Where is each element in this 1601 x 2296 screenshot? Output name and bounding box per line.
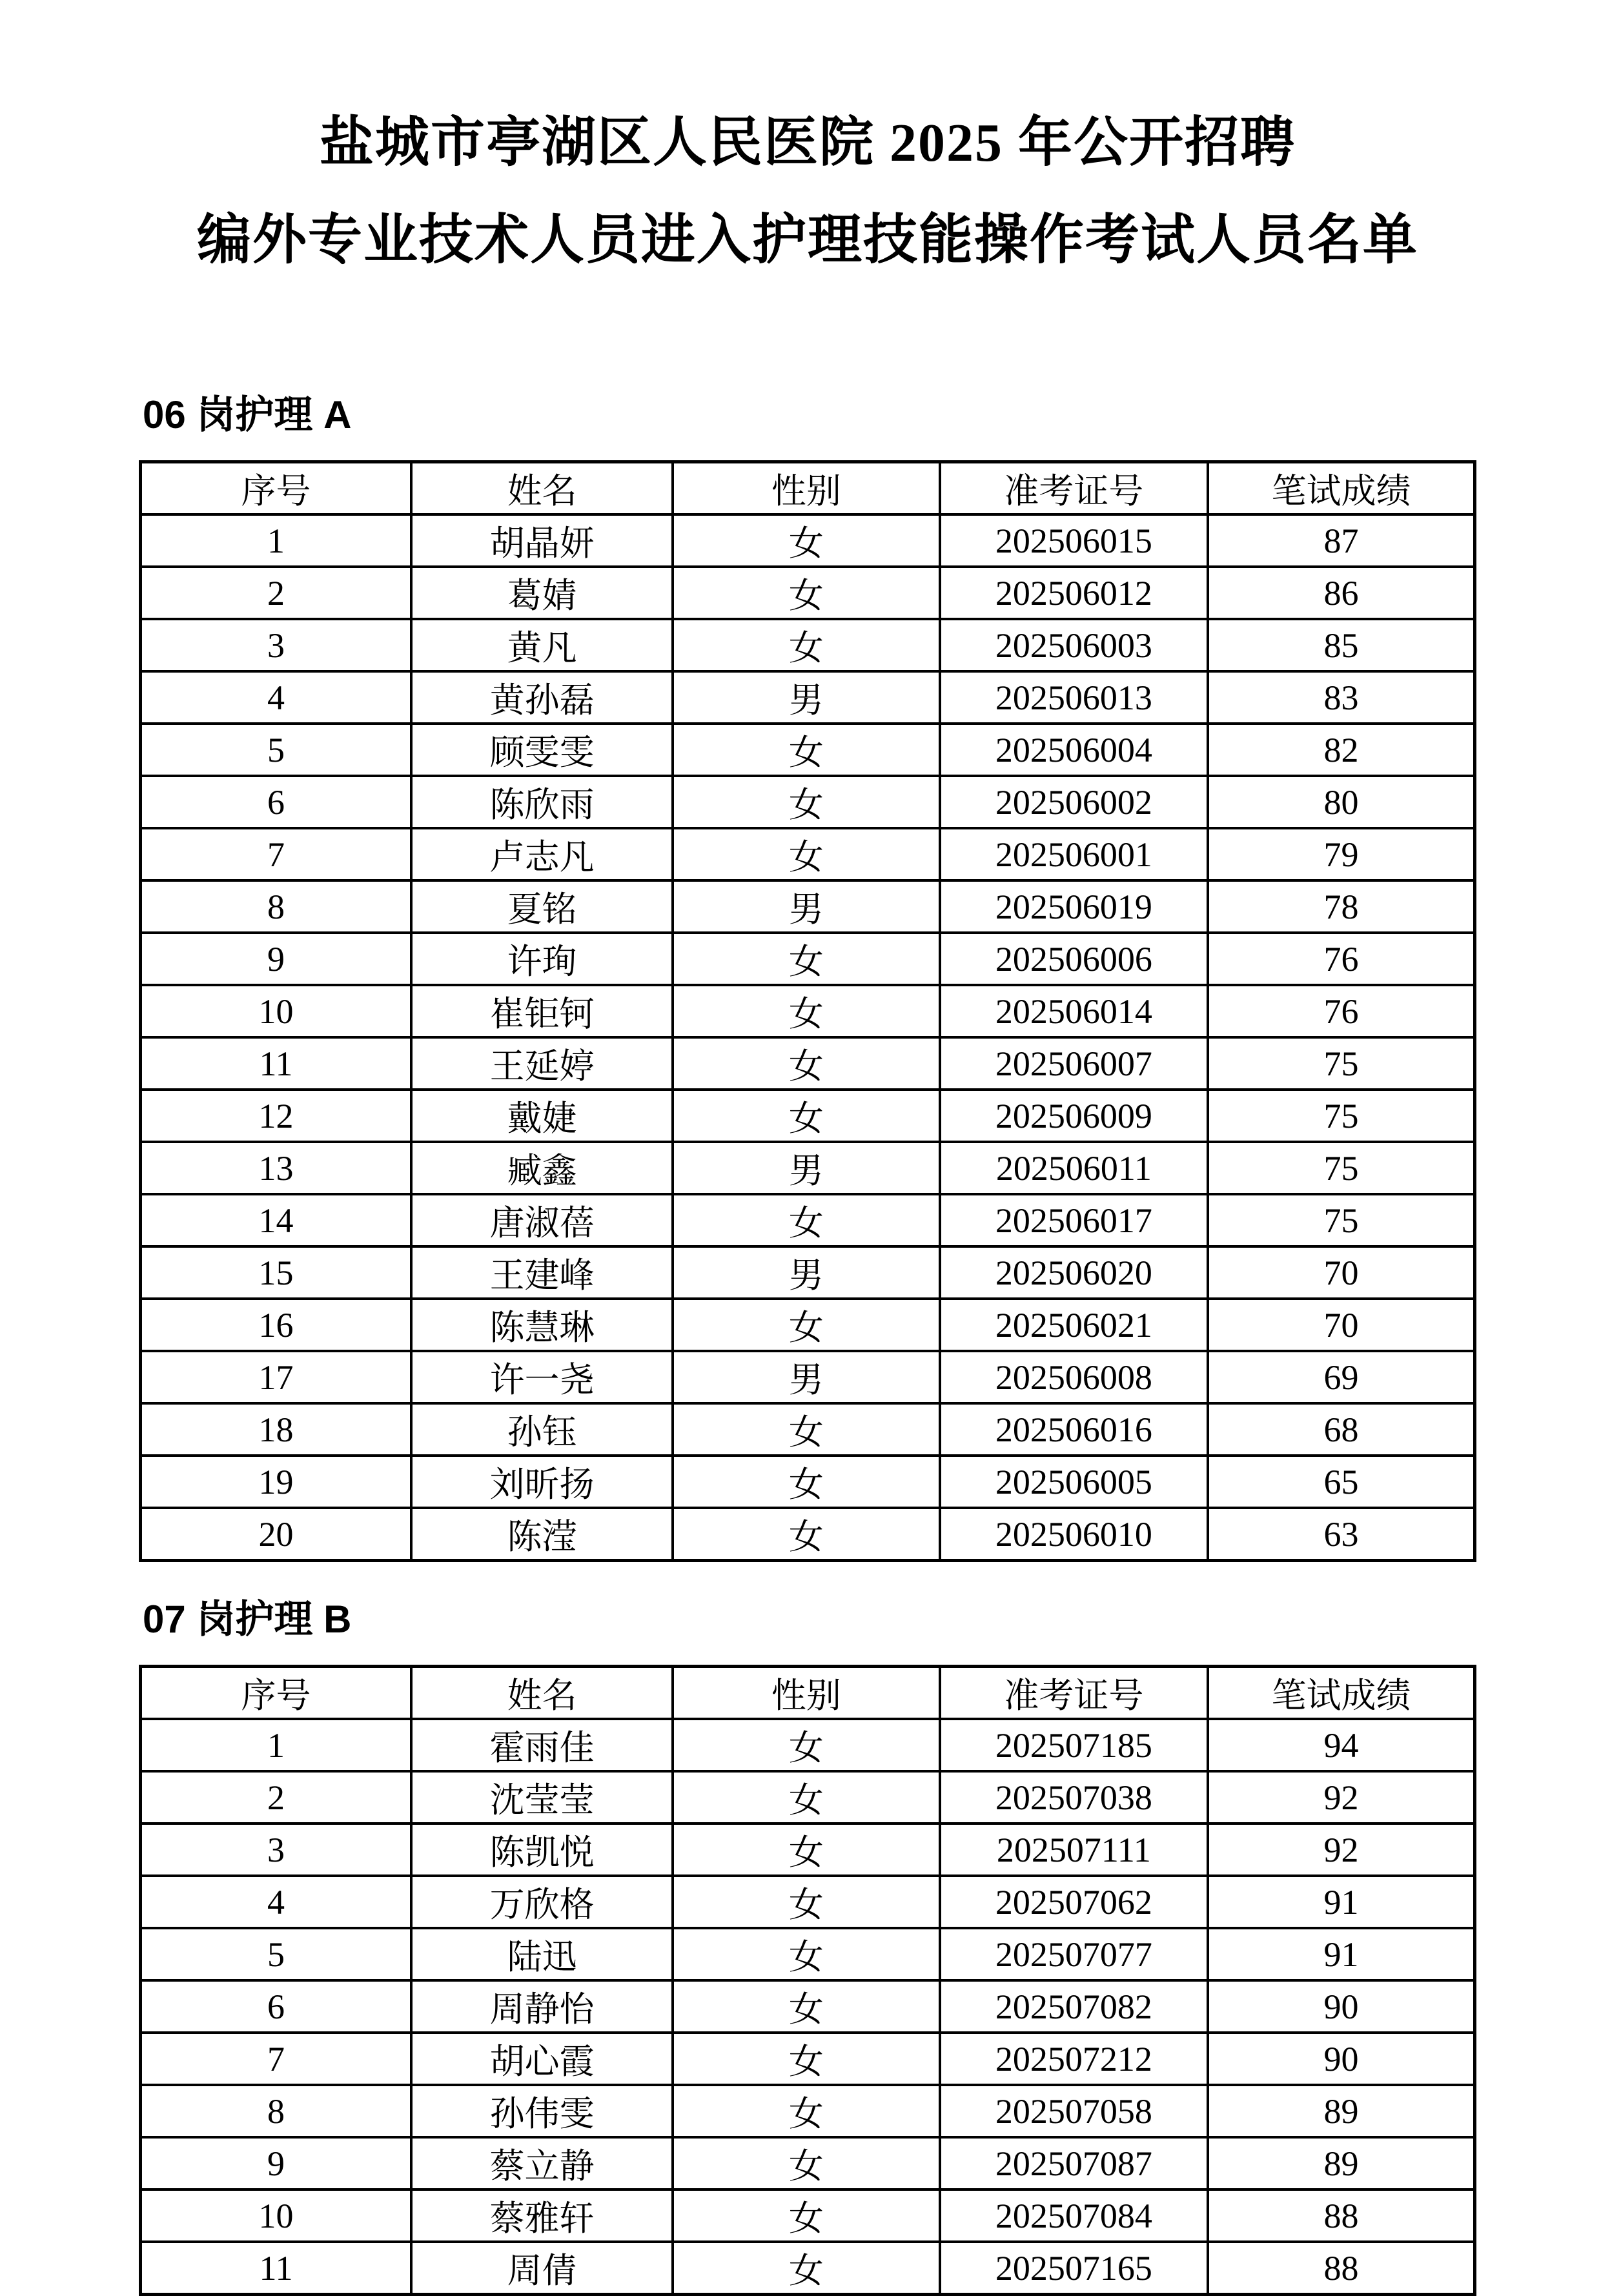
table-cell: 202506007	[940, 1037, 1208, 1090]
table-cell: 11	[141, 1037, 412, 1090]
table-cell: 女	[673, 2137, 939, 2189]
table-row	[141, 2242, 1475, 2295]
table-cell: 女	[673, 1299, 939, 1351]
table-cell: 202506019	[940, 880, 1208, 933]
table-cell: 202507185	[940, 1719, 1208, 1771]
table-cell: 陈凯悦	[411, 1824, 673, 1876]
table-row	[141, 671, 1475, 724]
table-cell: 70	[1208, 1246, 1474, 1299]
table-row	[141, 1142, 1475, 1194]
table-cell: 202506004	[940, 724, 1208, 776]
table-row	[141, 2033, 1475, 2085]
table-row	[141, 1980, 1475, 2033]
table-cell: 男	[673, 1246, 939, 1299]
table-cell: 16	[141, 1299, 412, 1351]
table-cell: 孙伟雯	[411, 2085, 673, 2137]
table-cell: 9	[141, 2137, 412, 2189]
table-cell: 女	[673, 1456, 939, 1508]
table-cell: 1	[141, 514, 412, 567]
table-cell: 女	[673, 1508, 939, 1561]
title-line-1: 盐城市亭湖区人民医院 2025 年公开招聘	[319, 113, 1296, 173]
table-cell: 202506012	[940, 567, 1208, 619]
table-cell: 202506003	[940, 619, 1208, 671]
table-cell: 7	[141, 2033, 412, 2085]
table-row	[141, 567, 1475, 619]
table-cell: 胡晶妍	[411, 514, 673, 567]
table-cell: 唐淑蓓	[411, 1194, 673, 1246]
table-cell: 4	[141, 1876, 412, 1928]
table-cell: 82	[1208, 724, 1474, 776]
table-cell: 沈莹莹	[411, 1771, 673, 1824]
table-cell: 202507111	[940, 1824, 1208, 1876]
table-cell: 202507087	[940, 2137, 1208, 2189]
table-cell: 女	[673, 514, 939, 567]
table-cell: 202507077	[940, 1928, 1208, 1980]
table-cell: 4	[141, 671, 412, 724]
table-cell: 女	[673, 1090, 939, 1142]
table-cell: 男	[673, 880, 939, 933]
table-cell: 10	[141, 2189, 412, 2242]
table-cell: 5	[141, 1928, 412, 1980]
table-cell: 202506015	[940, 514, 1208, 567]
table-cell: 胡心霞	[411, 2033, 673, 2085]
table-cell: 6	[141, 776, 412, 828]
table-cell: 18	[141, 1403, 412, 1456]
column-header: 准考证号	[940, 462, 1208, 515]
table-cell: 65	[1208, 1456, 1474, 1508]
header-row	[141, 462, 1475, 515]
table-cell: 78	[1208, 880, 1474, 933]
table-cell: 202506006	[940, 933, 1208, 985]
table-row	[141, 933, 1475, 985]
table-cell: 202507062	[940, 1876, 1208, 1928]
table-row	[141, 985, 1475, 1037]
header-row	[141, 1667, 1475, 1720]
table-cell: 孙钰	[411, 1403, 673, 1456]
column-header: 笔试成绩	[1208, 462, 1474, 515]
table-cell: 蔡立静	[411, 2137, 673, 2189]
table-cell: 夏铭	[411, 880, 673, 933]
table-cell: 17	[141, 1351, 412, 1403]
table-cell: 202507038	[940, 1771, 1208, 1824]
table-cell: 王延婷	[411, 1037, 673, 1090]
table-cell: 75	[1208, 1142, 1474, 1194]
table-cell: 刘昕扬	[411, 1456, 673, 1508]
table-row	[141, 1037, 1475, 1090]
table-cell: 卢志凡	[411, 828, 673, 880]
table-row	[141, 776, 1475, 828]
title-line-2: 编外专业技术人员进入护理技能操作考试人员名单	[196, 210, 1418, 271]
table-cell: 顾雯雯	[411, 724, 673, 776]
table-cell: 69	[1208, 1351, 1474, 1403]
table-cell: 陈欣雨	[411, 776, 673, 828]
table-cell: 90	[1208, 1980, 1474, 2033]
table-cell: 女	[673, 2085, 939, 2137]
table-row	[141, 1299, 1475, 1351]
table-cell: 76	[1208, 985, 1474, 1037]
column-header: 笔试成绩	[1208, 1667, 1474, 1720]
column-header: 序号	[141, 462, 412, 515]
roster-table-07	[139, 1665, 1476, 2296]
table-cell: 75	[1208, 1194, 1474, 1246]
table-cell: 陈慧琳	[411, 1299, 673, 1351]
table-cell: 女	[673, 1771, 939, 1824]
column-header: 性别	[673, 1667, 939, 1720]
table-cell: 女	[673, 1403, 939, 1456]
table-row	[141, 1403, 1475, 1456]
table-cell: 202507058	[940, 2085, 1208, 2137]
table-cell: 3	[141, 619, 412, 671]
table-cell: 14	[141, 1194, 412, 1246]
table-cell: 1	[141, 1719, 412, 1771]
table-cell: 202506008	[940, 1351, 1208, 1403]
table-cell: 周静怡	[411, 1980, 673, 2033]
table-row	[141, 724, 1475, 776]
table-cell: 202507212	[940, 2033, 1208, 2085]
table-cell: 202506009	[940, 1090, 1208, 1142]
document-title	[139, 94, 1476, 289]
table-cell: 8	[141, 880, 412, 933]
table-cell: 女	[673, 1194, 939, 1246]
table-cell: 83	[1208, 671, 1474, 724]
table-cell: 63	[1208, 1508, 1474, 1561]
table-cell: 76	[1208, 933, 1474, 985]
table-cell: 20	[141, 1508, 412, 1561]
table-cell: 91	[1208, 1928, 1474, 1980]
table-cell: 92	[1208, 1771, 1474, 1824]
column-header: 姓名	[411, 462, 673, 515]
table-cell: 202506014	[940, 985, 1208, 1037]
table-cell: 5	[141, 724, 412, 776]
table-cell: 女	[673, 724, 939, 776]
roster-table-06	[139, 460, 1476, 1562]
table-row	[141, 2085, 1475, 2137]
table-cell: 女	[673, 776, 939, 828]
table-cell: 男	[673, 1142, 939, 1194]
table-cell: 202506020	[940, 1246, 1208, 1299]
table-cell: 臧鑫	[411, 1142, 673, 1194]
table-cell: 87	[1208, 514, 1474, 567]
table-cell: 15	[141, 1246, 412, 1299]
table-cell: 女	[673, 2242, 939, 2295]
table-cell: 2	[141, 567, 412, 619]
table-cell: 女	[673, 619, 939, 671]
table-row	[141, 1928, 1475, 1980]
table-cell: 女	[673, 933, 939, 985]
table-cell: 2	[141, 1771, 412, 1824]
table-cell: 女	[673, 828, 939, 880]
table-cell: 85	[1208, 619, 1474, 671]
table-cell: 90	[1208, 2033, 1474, 2085]
table-cell: 女	[673, 1980, 939, 2033]
section-heading-07: 07 岗护理 B	[143, 1598, 352, 1641]
table-cell: 19	[141, 1456, 412, 1508]
table-row	[141, 619, 1475, 671]
table-row	[141, 1456, 1475, 1508]
table-cell: 202506013	[940, 671, 1208, 724]
table-cell: 8	[141, 2085, 412, 2137]
table-cell: 戴婕	[411, 1090, 673, 1142]
table-cell: 202506011	[940, 1142, 1208, 1194]
table-cell: 万欣格	[411, 1876, 673, 1928]
table-cell: 黄孙磊	[411, 671, 673, 724]
column-header: 姓名	[411, 1667, 673, 1720]
table-cell: 70	[1208, 1299, 1474, 1351]
table-cell: 202506005	[940, 1456, 1208, 1508]
table-cell: 7	[141, 828, 412, 880]
table-cell: 202507082	[940, 1980, 1208, 2033]
table-cell: 202507165	[940, 2242, 1208, 2295]
table-row	[141, 1824, 1475, 1876]
table-cell: 周倩	[411, 2242, 673, 2295]
table-cell: 男	[673, 1351, 939, 1403]
table-cell: 202506021	[940, 1299, 1208, 1351]
table-cell: 女	[673, 1824, 939, 1876]
table-cell: 202506001	[940, 828, 1208, 880]
table-row	[141, 1246, 1475, 1299]
table-cell: 许珣	[411, 933, 673, 985]
table-cell: 葛婧	[411, 567, 673, 619]
table-cell: 202506017	[940, 1194, 1208, 1246]
table-cell: 女	[673, 985, 939, 1037]
table-cell: 202506002	[940, 776, 1208, 828]
column-header: 序号	[141, 1667, 412, 1720]
table-row	[141, 514, 1475, 567]
table-cell: 86	[1208, 567, 1474, 619]
table-cell: 80	[1208, 776, 1474, 828]
table-cell: 女	[673, 2189, 939, 2242]
table-cell: 女	[673, 567, 939, 619]
table-cell: 女	[673, 1719, 939, 1771]
table-row	[141, 1090, 1475, 1142]
table-cell: 88	[1208, 2189, 1474, 2242]
table-row	[141, 1771, 1475, 1824]
table-cell: 89	[1208, 2085, 1474, 2137]
table-cell: 202507084	[940, 2189, 1208, 2242]
table-cell: 王建峰	[411, 1246, 673, 1299]
table-cell: 许一尧	[411, 1351, 673, 1403]
table-cell: 9	[141, 933, 412, 985]
table-cell: 88	[1208, 2242, 1474, 2295]
table-cell: 92	[1208, 1824, 1474, 1876]
table-row	[141, 1194, 1475, 1246]
section-heading-06: 06 岗护理 A	[143, 393, 352, 437]
column-header: 准考证号	[940, 1667, 1208, 1720]
table-cell: 蔡雅轩	[411, 2189, 673, 2242]
table-cell: 3	[141, 1824, 412, 1876]
table-cell: 崔钜钶	[411, 985, 673, 1037]
table-row	[141, 2137, 1475, 2189]
table-cell: 79	[1208, 828, 1474, 880]
table-row	[141, 1508, 1475, 1561]
table-row	[141, 1719, 1475, 1771]
table-cell: 陈滢	[411, 1508, 673, 1561]
column-header: 性别	[673, 462, 939, 515]
table-row	[141, 2189, 1475, 2242]
table-cell: 6	[141, 1980, 412, 2033]
table-cell: 女	[673, 1928, 939, 1980]
table-cell: 202506016	[940, 1403, 1208, 1456]
table-cell: 89	[1208, 2137, 1474, 2189]
table-row	[141, 880, 1475, 933]
table-cell: 女	[673, 1876, 939, 1928]
table-cell: 黄凡	[411, 619, 673, 671]
table-cell: 91	[1208, 1876, 1474, 1928]
table-cell: 霍雨佳	[411, 1719, 673, 1771]
table-cell: 男	[673, 671, 939, 724]
table-cell: 女	[673, 2033, 939, 2085]
table-cell: 10	[141, 985, 412, 1037]
table-cell: 202506010	[940, 1508, 1208, 1561]
table-cell: 68	[1208, 1403, 1474, 1456]
table-row	[141, 1876, 1475, 1928]
table-row	[141, 1351, 1475, 1403]
table-cell: 12	[141, 1090, 412, 1142]
table-cell: 13	[141, 1142, 412, 1194]
table-cell: 75	[1208, 1090, 1474, 1142]
table-cell: 75	[1208, 1037, 1474, 1090]
table-cell: 女	[673, 1037, 939, 1090]
table-cell: 94	[1208, 1719, 1474, 1771]
table-cell: 陆迅	[411, 1928, 673, 1980]
table-cell: 11	[141, 2242, 412, 2295]
table-row	[141, 828, 1475, 880]
